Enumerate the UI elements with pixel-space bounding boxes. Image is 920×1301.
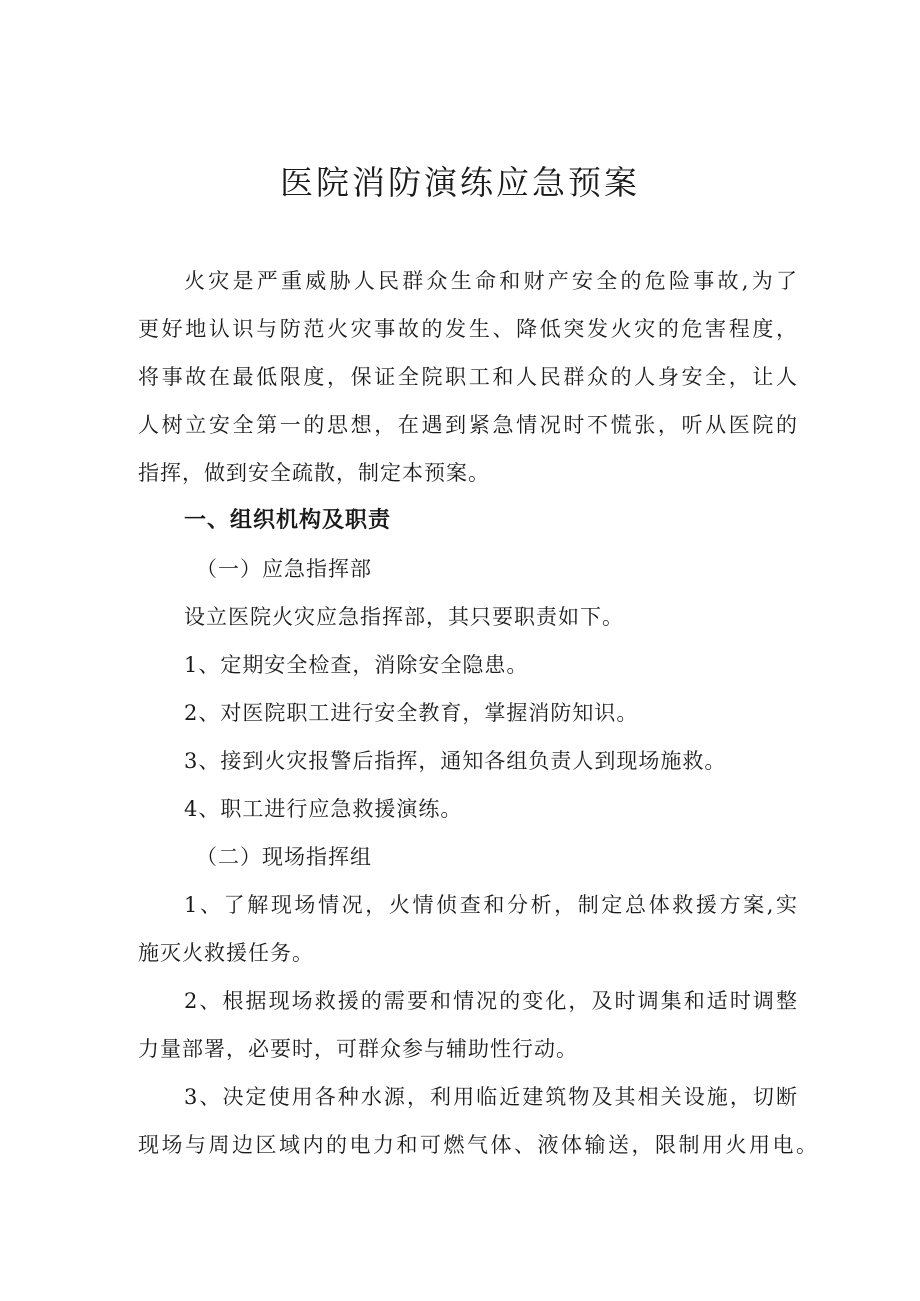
list-item-4: 4、职工进行应急救援演练。	[184, 797, 463, 821]
item2-line-2: 力量部署，必要时，可群众参与辅助性行动。	[138, 1037, 578, 1061]
item2-line-1: 2、根据现场救援的需要和情况的变化，及时调集和适时调整	[184, 989, 798, 1013]
item1-line-2: 施灭火救援任务。	[138, 941, 314, 965]
item1-line-1: 1、了解现场情况，火情侦查和分析，制定总体救援方案,实	[184, 893, 798, 917]
subsection-heading-1: （一）应急指挥部	[196, 557, 372, 581]
document-title: 医院消防演练应急预案	[280, 163, 640, 202]
intro-line-3: 将事故在最低限度，保证全院职工和人民群众的人身安全，让人	[138, 365, 798, 389]
list-item-3: 3、接到火灾报警后指挥，通知各组负责人到现场施救。	[184, 749, 727, 773]
intro-line-1: 火灾是严重威胁人民群众生命和财产安全的危险事故,为了	[184, 269, 798, 293]
intro-line-4: 人树立安全第一的思想，在遇到紧急情况时不慌张，听从医院的	[138, 413, 798, 437]
section-heading-1: 一、组织机构及职责	[184, 508, 392, 533]
list-item-2: 2、对医院职工进行安全教育，掌握消防知识。	[184, 701, 639, 725]
subsection-heading-2: （二）现场指挥组	[196, 845, 372, 869]
intro-line-5: 指挥，做到安全疏散，制定本预案。	[138, 461, 490, 485]
intro-line-2: 更好地认识与防范火灾事故的发生、降低突发火灾的危害程度，	[138, 317, 798, 341]
item3-line-2: 现场与周边区域内的电力和可燃气体、液体输送，限制用火用电。	[138, 1133, 818, 1157]
list-item-1: 1、定期安全检查，消除安全隐患。	[184, 653, 529, 677]
subsection-intro: 设立医院火灾应急指挥部，其只要职责如下。	[184, 605, 624, 629]
item3-line-1: 3、决定使用各种水源，利用临近建筑物及其相关设施，切断	[184, 1085, 798, 1109]
